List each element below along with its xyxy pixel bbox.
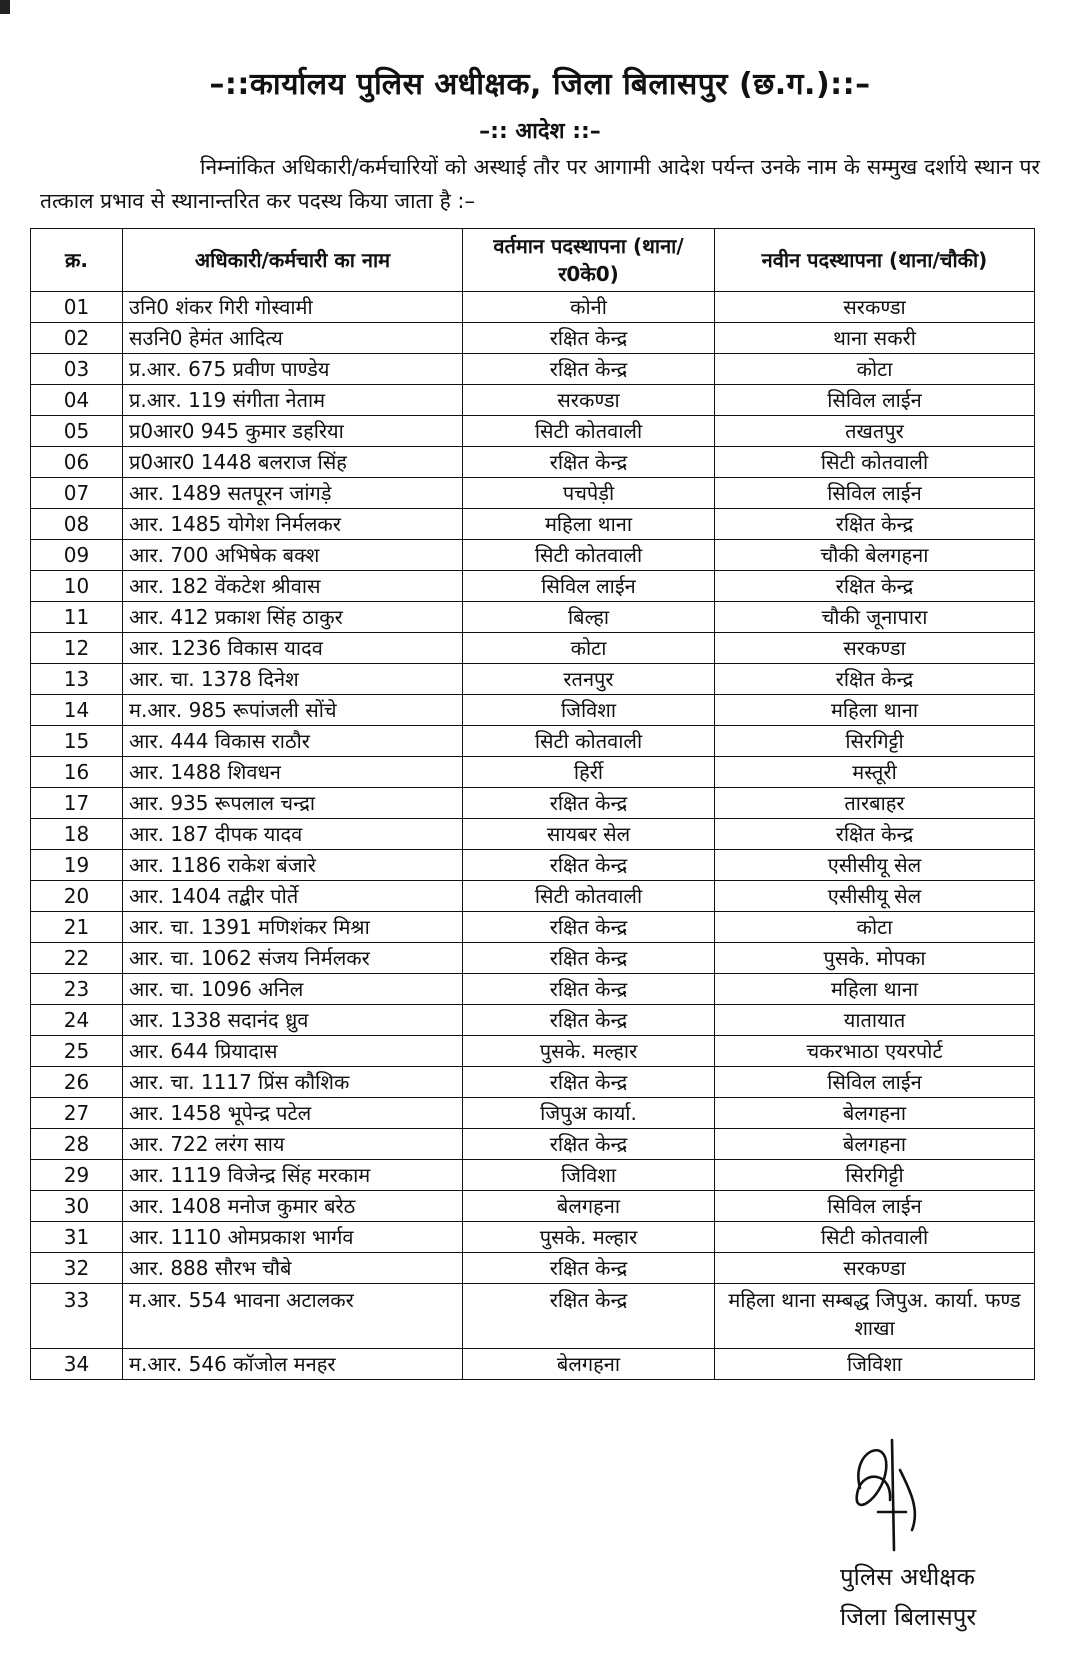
cell-new-posting: सरकण्डा — [715, 292, 1035, 323]
cell-sr: 26 — [31, 1067, 123, 1098]
cell-sr: 05 — [31, 416, 123, 447]
cell-name: आर. 1186 राकेश बंजारे — [123, 850, 463, 881]
signature-block — [820, 1430, 1060, 1660]
cell-name: म.आर. 546 कॉजोल मनहर — [123, 1349, 463, 1380]
table-row — [31, 943, 1035, 974]
cell-name: आर. चा. 1391 मणिशंकर मिश्रा — [123, 912, 463, 943]
cell-current-posting: सिटी कोतवाली — [463, 540, 715, 571]
cell-name: आर. 1236 विकास यादव — [123, 633, 463, 664]
cell-new-posting: कोटा — [715, 354, 1035, 385]
header-name: अधिकारी/कर्मचारी का नाम — [123, 229, 463, 292]
cell-sr: 29 — [31, 1160, 123, 1191]
cell-current-posting: रक्षित केन्द्र — [463, 323, 715, 354]
cell-current-posting: रक्षित केन्द्र — [463, 354, 715, 385]
cell-new-posting: सरकण्डा — [715, 633, 1035, 664]
cell-current-posting: रक्षित केन्द्र — [463, 1005, 715, 1036]
table-row — [31, 1253, 1035, 1284]
cell-sr: 22 — [31, 943, 123, 974]
cell-new-posting: एसीसीयू सेल — [715, 850, 1035, 881]
table-row — [31, 292, 1035, 323]
cell-current-posting: बेलगहना — [463, 1191, 715, 1222]
cell-new-posting: रक्षित केन्द्र — [715, 819, 1035, 850]
table-row — [31, 478, 1035, 509]
cell-current-posting: कोनी — [463, 292, 715, 323]
cell-sr: 18 — [31, 819, 123, 850]
cell-sr: 31 — [31, 1222, 123, 1253]
table-row — [31, 354, 1035, 385]
table-row — [31, 1005, 1035, 1036]
scan-corner-mark — [0, 0, 10, 14]
table-row — [31, 540, 1035, 571]
cell-sr: 12 — [31, 633, 123, 664]
cell-name: आर. 722 लरंग साय — [123, 1129, 463, 1160]
cell-new-posting: रक्षित केन्द्र — [715, 664, 1035, 695]
cell-current-posting: सिटी कोतवाली — [463, 416, 715, 447]
cell-current-posting: जिविशा — [463, 695, 715, 726]
table-row — [31, 1067, 1035, 1098]
table-header-row — [31, 229, 1035, 292]
cell-new-posting: यातायात — [715, 1005, 1035, 1036]
office-title: –::कार्यालय पुलिस अधीक्षक, जिला बिलासपुर (छ.ग.)::– — [209, 67, 871, 102]
cell-current-posting: बिल्हा — [463, 602, 715, 633]
table-row — [31, 1160, 1035, 1191]
table-row — [31, 819, 1035, 850]
cell-sr: 06 — [31, 447, 123, 478]
cell-sr: 01 — [31, 292, 123, 323]
table-row — [31, 1191, 1035, 1222]
cell-current-posting: रक्षित केन्द्र — [463, 1284, 715, 1349]
cell-sr: 16 — [31, 757, 123, 788]
cell-current-posting: महिला थाना — [463, 509, 715, 540]
table-row — [31, 1349, 1035, 1380]
cell-name: उनि0 शंकर गिरी गोस्वामी — [123, 292, 463, 323]
table-row — [31, 788, 1035, 819]
cell-new-posting: तखतपुर — [715, 416, 1035, 447]
cell-current-posting: पुसके. मल्हार — [463, 1036, 715, 1067]
cell-current-posting: रक्षित केन्द्र — [463, 974, 715, 1005]
cell-sr: 32 — [31, 1253, 123, 1284]
table-row — [31, 1036, 1035, 1067]
cell-sr: 34 — [31, 1349, 123, 1380]
table-body — [31, 292, 1035, 1380]
cell-name: म.आर. 985 रूपांजली सोंचे — [123, 695, 463, 726]
cell-name: आर. चा. 1117 प्रिंस कौशिक — [123, 1067, 463, 1098]
cell-name: आर. 1485 योगेश निर्मलकर — [123, 509, 463, 540]
cell-name: आर. 187 दीपक यादव — [123, 819, 463, 850]
header-current-posting: वर्तमान पदस्थापना (थाना/र0के0) — [463, 229, 715, 292]
cell-sr: 33 — [31, 1284, 123, 1349]
cell-current-posting: सरकण्डा — [463, 385, 715, 416]
cell-current-posting: रक्षित केन्द्र — [463, 912, 715, 943]
cell-current-posting: रक्षित केन्द्र — [463, 788, 715, 819]
cell-current-posting: सायबर सेल — [463, 819, 715, 850]
signature-district: जिला बिलासपुर — [840, 1603, 977, 1631]
cell-name: आर. चा. 1096 अनिल — [123, 974, 463, 1005]
cell-new-posting: चकरभाठा एयरपोर्ट — [715, 1036, 1035, 1067]
cell-name: आर. 644 प्रियादास — [123, 1036, 463, 1067]
table-row — [31, 1098, 1035, 1129]
cell-name: आर. 412 प्रकाश सिंह ठाकुर — [123, 602, 463, 633]
cell-current-posting: रक्षित केन्द्र — [463, 850, 715, 881]
cell-sr: 24 — [31, 1005, 123, 1036]
cell-name: आर. 1489 सतपूरन जांगड़े — [123, 478, 463, 509]
cell-new-posting: मस्तूरी — [715, 757, 1035, 788]
cell-sr: 04 — [31, 385, 123, 416]
cell-new-posting: रक्षित केन्द्र — [715, 509, 1035, 540]
table-row — [31, 323, 1035, 354]
cell-sr: 20 — [31, 881, 123, 912]
cell-current-posting: रक्षित केन्द्र — [463, 1253, 715, 1284]
cell-name: आर. 1119 विजेन्द्र सिंह मरकाम — [123, 1160, 463, 1191]
cell-sr: 02 — [31, 323, 123, 354]
table-row — [31, 974, 1035, 1005]
table-row — [31, 416, 1035, 447]
cell-new-posting: सरकण्डा — [715, 1253, 1035, 1284]
cell-new-posting: सिविल लाईन — [715, 478, 1035, 509]
cell-name: प्र.आर. 675 प्रवीण पाण्डेय — [123, 354, 463, 385]
cell-sr: 08 — [31, 509, 123, 540]
cell-sr: 19 — [31, 850, 123, 881]
cell-new-posting: महिला थाना — [715, 974, 1035, 1005]
cell-sr: 25 — [31, 1036, 123, 1067]
table-row — [31, 509, 1035, 540]
cell-new-posting: सिरगिट्टी — [715, 726, 1035, 757]
intro-paragraph: निम्नांकित अधिकारी/कर्मचारियों को अस्थाई तौर पर आगामी आदेश पर्यन्त उनके नाम के सम्मुख दर्शाये स्थान पर तत्काल प्रभाव से स्थानान्तरित कर पदस्थ किया जाता है :– — [40, 155, 1040, 213]
cell-name: आर. 1338 सदानंद ध्रुव — [123, 1005, 463, 1036]
cell-sr: 09 — [31, 540, 123, 571]
cell-current-posting: हिर्री — [463, 757, 715, 788]
signature-image — [820, 1430, 980, 1560]
cell-new-posting: सिविल लाईन — [715, 1191, 1035, 1222]
cell-name: आर. 1488 शिवधन — [123, 757, 463, 788]
table-row — [31, 385, 1035, 416]
cell-current-posting: सिविल लाईन — [463, 571, 715, 602]
cell-new-posting: बेलगहना — [715, 1129, 1035, 1160]
table-row — [31, 633, 1035, 664]
cell-new-posting: तारबाहर — [715, 788, 1035, 819]
cell-new-posting: सिटी कोतवाली — [715, 447, 1035, 478]
cell-name: आर. 1404 तद्बीर पोर्ते — [123, 881, 463, 912]
cell-name: प्र0आर0 1448 बलराज सिंह — [123, 447, 463, 478]
cell-name: आर. 888 सौरभ चौबे — [123, 1253, 463, 1284]
cell-new-posting: महिला थाना सम्बद्ध जिपुअ. कार्या. फण्ड शाखा — [715, 1284, 1035, 1349]
cell-new-posting: पुसके. मोपका — [715, 943, 1035, 974]
table-row — [31, 1284, 1035, 1349]
order-title: –:: आदेश ::– — [479, 119, 601, 144]
cell-sr: 30 — [31, 1191, 123, 1222]
cell-new-posting: सिविल लाईन — [715, 385, 1035, 416]
cell-name: सउनि0 हेमंत आदित्य — [123, 323, 463, 354]
cell-current-posting: बेलगहना — [463, 1349, 715, 1380]
cell-new-posting: जिविशा — [715, 1349, 1035, 1380]
cell-new-posting: महिला थाना — [715, 695, 1035, 726]
cell-name: आर. 182 वेंकटेश श्रीवास — [123, 571, 463, 602]
cell-sr: 21 — [31, 912, 123, 943]
cell-new-posting: एसीसीयू सेल — [715, 881, 1035, 912]
cell-name: म.आर. 554 भावना अटालकर — [123, 1284, 463, 1349]
cell-sr: 23 — [31, 974, 123, 1005]
cell-name: आर. 700 अभिषेक बक्श — [123, 540, 463, 571]
cell-current-posting: रक्षित केन्द्र — [463, 1129, 715, 1160]
cell-current-posting: रतनपुर — [463, 664, 715, 695]
table-row — [31, 881, 1035, 912]
cell-new-posting: चौकी जूनापारा — [715, 602, 1035, 633]
header-sr: क्र. — [31, 229, 123, 292]
cell-current-posting: सिटी कोतवाली — [463, 726, 715, 757]
cell-name: प्र.आर. 119 संगीता नेताम — [123, 385, 463, 416]
cell-current-posting: सिटी कोतवाली — [463, 881, 715, 912]
cell-sr: 07 — [31, 478, 123, 509]
cell-current-posting: रक्षित केन्द्र — [463, 1067, 715, 1098]
cell-name: आर. चा. 1062 संजय निर्मलकर — [123, 943, 463, 974]
cell-sr: 13 — [31, 664, 123, 695]
table-row — [31, 757, 1035, 788]
cell-new-posting: सिविल लाईन — [715, 1067, 1035, 1098]
cell-sr: 03 — [31, 354, 123, 385]
cell-current-posting: रक्षित केन्द्र — [463, 943, 715, 974]
table-row — [31, 726, 1035, 757]
cell-name: आर. चा. 1378 दिनेश — [123, 664, 463, 695]
cell-sr: 27 — [31, 1098, 123, 1129]
cell-new-posting: कोटा — [715, 912, 1035, 943]
table-row — [31, 664, 1035, 695]
cell-current-posting: कोटा — [463, 633, 715, 664]
cell-new-posting: थाना सकरी — [715, 323, 1035, 354]
header-new-posting: नवीन पदस्थापना (थाना/चौकी) — [715, 229, 1035, 292]
signature-designation: पुलिस अधीक्षक — [840, 1563, 975, 1591]
table-row — [31, 571, 1035, 602]
cell-new-posting: बेलगहना — [715, 1098, 1035, 1129]
cell-current-posting: पचपेड़ी — [463, 478, 715, 509]
cell-sr: 17 — [31, 788, 123, 819]
cell-new-posting: चौकी बेलगहना — [715, 540, 1035, 571]
cell-name: आर. 1110 ओमप्रकाश भार्गव — [123, 1222, 463, 1253]
cell-name: प्र0आर0 945 कुमार डहरिया — [123, 416, 463, 447]
table-row — [31, 1222, 1035, 1253]
cell-name: आर. 1458 भूपेन्द्र पटेल — [123, 1098, 463, 1129]
cell-current-posting: रक्षित केन्द्र — [463, 447, 715, 478]
table-row — [31, 447, 1035, 478]
cell-sr: 28 — [31, 1129, 123, 1160]
cell-name: आर. 935 रूपलाल चन्द्रा — [123, 788, 463, 819]
table-row — [31, 850, 1035, 881]
transfer-table — [30, 228, 1035, 1380]
table-row — [31, 695, 1035, 726]
cell-new-posting: सिटी कोतवाली — [715, 1222, 1035, 1253]
cell-sr: 11 — [31, 602, 123, 633]
cell-name: आर. 1408 मनोज कुमार बरेठ — [123, 1191, 463, 1222]
table-row — [31, 912, 1035, 943]
table-row — [31, 1129, 1035, 1160]
cell-sr: 10 — [31, 571, 123, 602]
table-row — [31, 602, 1035, 633]
cell-new-posting: रक्षित केन्द्र — [715, 571, 1035, 602]
cell-new-posting: सिरगिट्टी — [715, 1160, 1035, 1191]
cell-current-posting: पुसके. मल्हार — [463, 1222, 715, 1253]
cell-sr: 14 — [31, 695, 123, 726]
cell-current-posting: जिविशा — [463, 1160, 715, 1191]
cell-name: आर. 444 विकास राठौर — [123, 726, 463, 757]
cell-sr: 15 — [31, 726, 123, 757]
cell-current-posting: जिपुअ कार्या. — [463, 1098, 715, 1129]
